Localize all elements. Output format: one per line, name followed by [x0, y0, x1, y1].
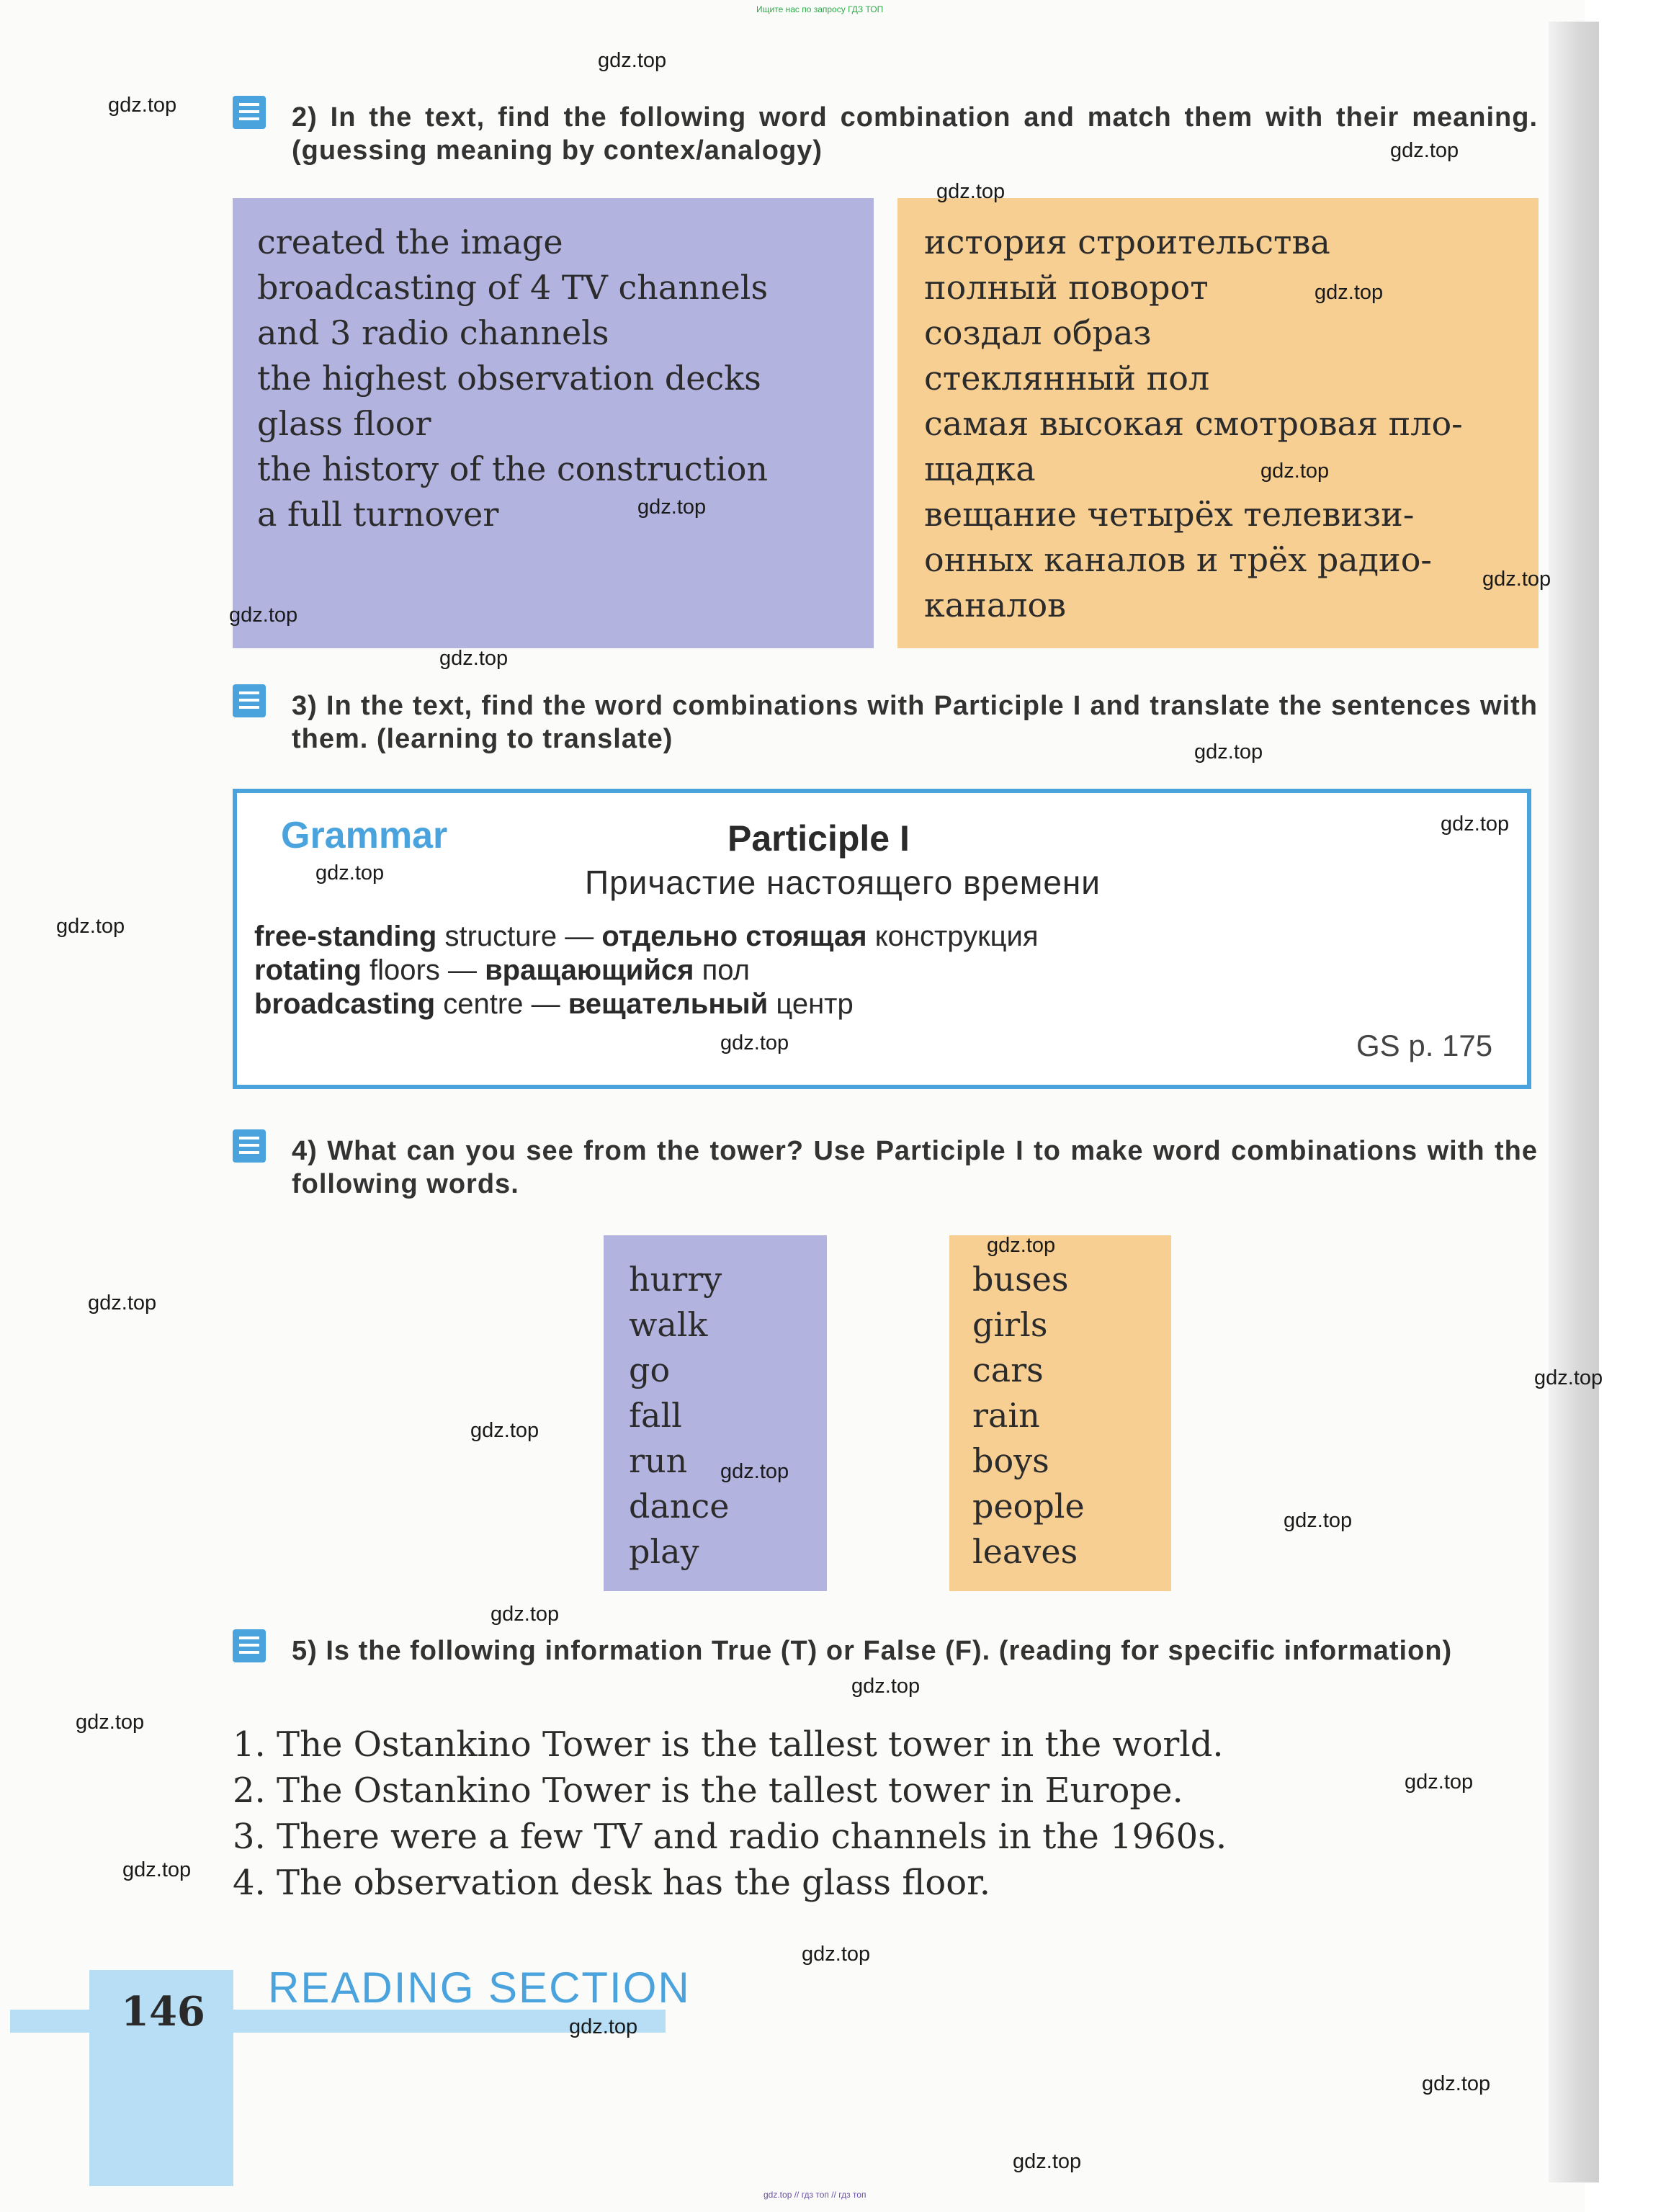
watermark: gdz.top — [802, 1943, 871, 1966]
russian-phrase: вещание четырёх телевизи- — [924, 495, 1415, 534]
task3-instruction: 3) In the text, find the word combinations with Participle I and translate the sentences with them. (learning to translate) — [292, 691, 1538, 754]
noun-word: people — [972, 1487, 1085, 1526]
example-translation-term: вращающийся — [485, 954, 694, 986]
statement-item: 1. The Ostankino Tower is the tallest tower in the world. — [233, 1724, 1224, 1765]
example-noun: floors — [370, 954, 440, 986]
example-noun: centre — [443, 988, 524, 1020]
noun-word: boys — [972, 1441, 1049, 1480]
russian-phrase: создал образ — [924, 313, 1152, 352]
header-note: Ищите нас по запросу ГДЗ ТОП — [756, 4, 884, 14]
verb-word: fall — [629, 1396, 682, 1435]
russian-phrase: онных каналов и трёх радио- — [924, 540, 1432, 579]
noun-word: cars — [972, 1351, 1044, 1389]
grammar-example-row — [254, 921, 1039, 953]
statement-item: 2. The Ostankino Tower is the tallest tower in Europe. — [233, 1770, 1183, 1811]
watermark: gdz.top — [1260, 460, 1330, 483]
verb-word: run — [629, 1441, 688, 1480]
english-phrase: a full turnover — [257, 495, 499, 534]
english-phrase: the highest observation decks — [257, 359, 761, 398]
watermark: gdz.top — [1405, 1770, 1474, 1794]
task-list-icon — [233, 1129, 266, 1163]
grammar-subheading: Причастие настоящего времени — [585, 864, 1101, 901]
watermark: gdz.top — [1013, 2150, 1082, 2173]
english-phrase: broadcasting of 4 TV channels — [257, 268, 769, 307]
watermark: gdz.top — [1315, 281, 1384, 304]
russian-phrase: стеклянный пол — [924, 359, 1210, 398]
true-false-statements — [233, 1721, 1227, 1906]
statement-item: 4. The observation desk has the glass floor. — [233, 1863, 991, 1903]
task-list-icon — [233, 96, 266, 129]
watermark: gdz.top — [229, 604, 298, 627]
example-translation-noun: конструкция — [874, 921, 1039, 952]
example-term: free-standing — [254, 921, 437, 952]
watermark: gdz.top — [637, 496, 707, 519]
watermark: gdz.top — [720, 1460, 789, 1483]
noun-word: girls — [972, 1305, 1048, 1344]
watermark: gdz.top — [88, 1291, 157, 1315]
page-number: 146 — [121, 1988, 205, 2036]
example-dash: — — [447, 954, 477, 986]
footer-note: gdz.top // гдз топ // гдз топ — [763, 2190, 866, 2200]
english-phrase: the history of the construction — [257, 449, 769, 488]
russian-phrase: каналов — [924, 586, 1067, 624]
english-phrase: and 3 radio channels — [257, 313, 609, 352]
verb-word: dance — [629, 1487, 730, 1526]
russian-phrase: щадка — [924, 449, 1036, 488]
example-translation-noun: пол — [702, 954, 750, 986]
grammar-label: Grammar — [281, 815, 448, 856]
statement-item: 3. There were a few TV and radio channels in the 1960s. — [233, 1817, 1227, 1857]
grammar-reference: GS p. 175 — [1356, 1029, 1493, 1062]
section-band — [10, 2010, 666, 2033]
verb-word: play — [629, 1532, 699, 1571]
watermark: gdz.top — [1194, 740, 1263, 764]
watermark: gdz.top — [470, 1419, 539, 1442]
russian-phrase: самая высокая смотровая пло- — [924, 404, 1463, 443]
section-title: READING SECTION — [268, 1964, 691, 2012]
watermark: gdz.top — [936, 180, 1006, 203]
example-translation-term: отдельно стоящая — [601, 921, 867, 952]
watermark: gdz.top — [56, 915, 125, 938]
watermark: gdz.top — [598, 49, 667, 72]
watermark: gdz.top — [491, 1603, 560, 1626]
watermark: gdz.top — [1284, 1509, 1353, 1532]
example-term: rotating — [254, 954, 362, 986]
task-list-icon — [233, 1629, 266, 1662]
example-noun: structure — [444, 921, 557, 952]
noun-word: leaves — [972, 1532, 1078, 1571]
nouns-list — [972, 1257, 1085, 1575]
watermark: gdz.top — [76, 1711, 145, 1734]
watermark: gdz.top — [315, 861, 385, 885]
watermark: gdz.top — [720, 1031, 789, 1054]
task5-instruction: 5) Is the following information True (T) or False (F). (reading for specific information) — [292, 1636, 1453, 1666]
russian-phrase: полный поворот — [924, 268, 1209, 307]
watermark: gdz.top — [1441, 812, 1510, 836]
watermark: gdz.top — [1422, 2072, 1491, 2095]
verb-word: go — [629, 1351, 671, 1389]
english-phrase: glass floor — [257, 404, 431, 443]
watermark: gdz.top — [569, 2015, 638, 2038]
watermark: gdz.top — [439, 647, 509, 670]
verb-word: hurry — [629, 1260, 722, 1299]
english-phrase: created the image — [257, 223, 563, 261]
watermark: gdz.top — [1534, 1366, 1603, 1389]
example-term: broadcasting — [254, 988, 436, 1020]
watermark: gdz.top — [108, 94, 177, 117]
english-phrases-list — [257, 220, 768, 537]
example-dash: — — [565, 921, 594, 952]
watermark: gdz.top — [987, 1234, 1056, 1257]
watermark: gdz.top — [851, 1675, 921, 1698]
verbs-list — [629, 1257, 729, 1575]
example-translation-term: вещательный — [568, 988, 769, 1020]
noun-word: rain — [972, 1396, 1040, 1435]
task-list-icon — [233, 684, 266, 717]
watermark: gdz.top — [1390, 139, 1459, 162]
watermark: gdz.top — [1482, 568, 1551, 591]
page-edge-shadow — [1549, 22, 1599, 2182]
grammar-heading: Participle I — [727, 818, 910, 859]
task4-instruction: 4) What can you see from the tower? Use Participle I to make word combinations with the following words. — [292, 1136, 1538, 1199]
grammar-example-row — [254, 954, 750, 987]
russian-phrase: история строительства — [924, 223, 1330, 261]
grammar-example-row — [254, 988, 854, 1021]
task2-instruction: 2) In the text, find the following word combination and match them with their meaning. (guessing meaning by contex/analogy) — [292, 102, 1538, 166]
noun-word: buses — [972, 1260, 1069, 1299]
example-translation-noun: центр — [776, 988, 854, 1020]
watermark: gdz.top — [122, 1858, 192, 1881]
verb-word: walk — [629, 1305, 708, 1344]
example-dash: — — [531, 988, 560, 1020]
